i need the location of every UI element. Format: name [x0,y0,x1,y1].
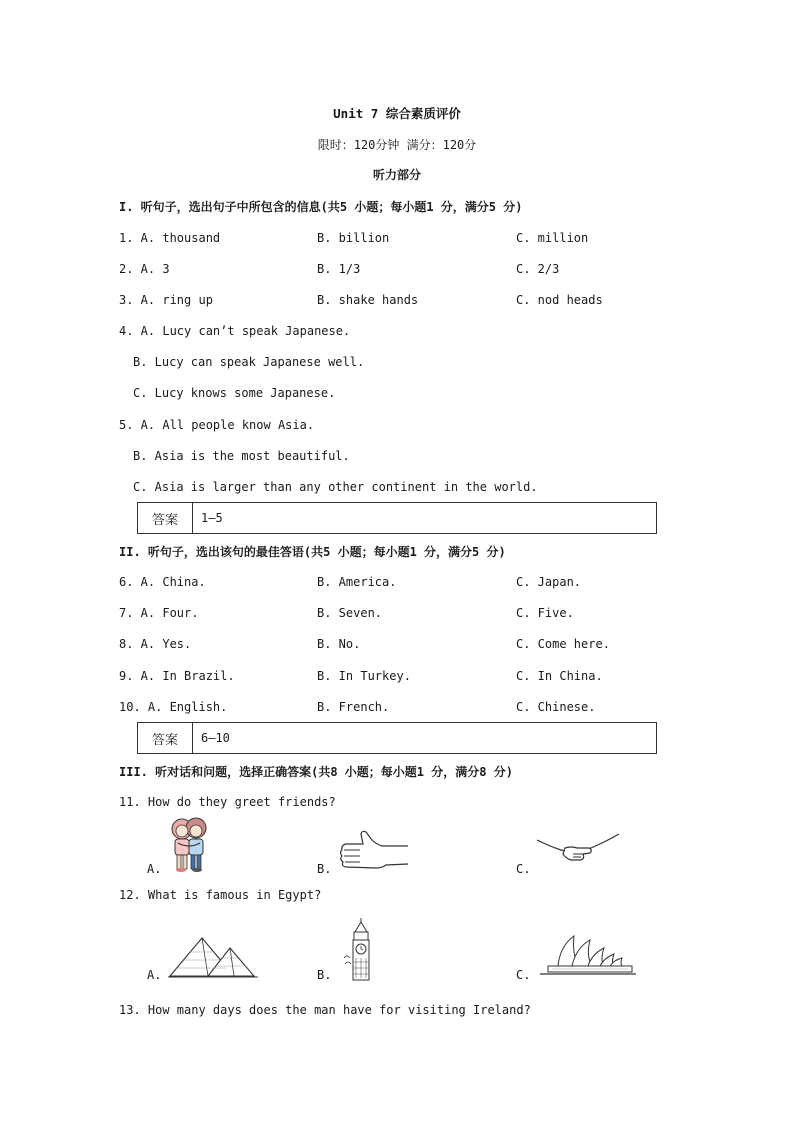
q9-option-c: C. In China. [516,669,603,683]
answer-label: 答案 [138,503,193,533]
q7-option-c: C. Five. [516,606,574,620]
q6-option-a: 6. A. China. [119,575,206,589]
section-1-heading: I. 听句子，选出句子中所包含的信息(共5 小题；每小题1 分，满分5 分) [119,200,523,214]
q8-option-b: B. No. [317,637,361,651]
q4-option-c: C. Lucy knows some Japanese. [133,386,336,400]
answer-box-2 [137,722,657,754]
handshake-icon [535,830,621,870]
answer-range: 6—10 [201,731,230,745]
q9-option-a: 9. A. In Brazil. [119,669,235,683]
answer-box-1 [137,502,657,534]
q12-option-c: C. [516,968,531,982]
q12-question: 12. What is famous in Egypt? [119,888,322,902]
q11-option-a: A. [147,862,162,876]
q4-option-a: 4. A. Lucy can’t speak Japanese. [119,324,351,338]
q13-question: 13. How many days does the man have for visiting Ireland? [119,1003,531,1017]
q2-option-a: 2. A. 3 [119,262,170,276]
q7-option-a: 7. A. Four. [119,606,199,620]
q12-option-a: A. [147,968,162,982]
section-2-heading: II. 听句子，选出该句的最佳答语(共5 小题；每小题1 分，满分5 分) [119,545,506,559]
part-title: 听力部分 [372,168,421,182]
q6-option-b: B. America. [317,575,397,589]
q3-option-a: 3. A. ring up [119,293,213,307]
q5-option-a: 5. A. All people know Asia. [119,418,315,432]
q2-option-c: C. 2/3 [516,262,560,276]
big-ben-icon [344,918,378,982]
q3-option-c: C. nod heads [516,293,603,307]
q11-option-c: C. [516,862,531,876]
thumbs-up-icon [336,830,410,872]
section-3-heading: III. 听对话和问题，选择正确答案(共8 小题；每小题1 分，满分8 分) [119,765,513,779]
pyramids-icon [168,932,258,978]
q3-option-b: B. shake hands [317,293,419,307]
hugging-children-icon [164,815,214,873]
q11-question: 11. How do they greet friends? [119,795,336,809]
q8-option-a: 8. A. Yes. [119,637,192,651]
q12-option-b: B. [317,968,332,982]
q6-option-c: C. Japan. [516,575,582,589]
q1-option-c: C. million [516,231,589,245]
q5-option-b: B. Asia is the most beautiful. [133,449,350,463]
q1-option-a: 1. A. thousand [119,231,221,245]
q10-option-c: C. Chinese. [516,700,596,714]
page-title: Unit 7 综合素质评价 [333,106,461,121]
q1-option-b: B. billion [317,231,390,245]
q4-option-b: B. Lucy can speak Japanese well. [133,355,365,369]
q9-option-b: B. In Turkey. [317,669,411,683]
q10-option-a: 10. A. English. [119,700,228,714]
q8-option-c: C. Come here. [516,637,610,651]
time-score-info: 限时：120分钟 满分：120分 [317,138,477,152]
q7-option-b: B. Seven. [317,606,383,620]
q2-option-b: B. 1/3 [317,262,361,276]
q5-option-c: C. Asia is larger than any other continent in the world. [133,480,538,494]
q11-option-b: B. [317,862,332,876]
q10-option-b: B. French. [317,700,390,714]
answer-label: 答案 [138,723,193,753]
answer-range: 1—5 [201,511,223,525]
sydney-opera-house-icon [538,932,638,978]
